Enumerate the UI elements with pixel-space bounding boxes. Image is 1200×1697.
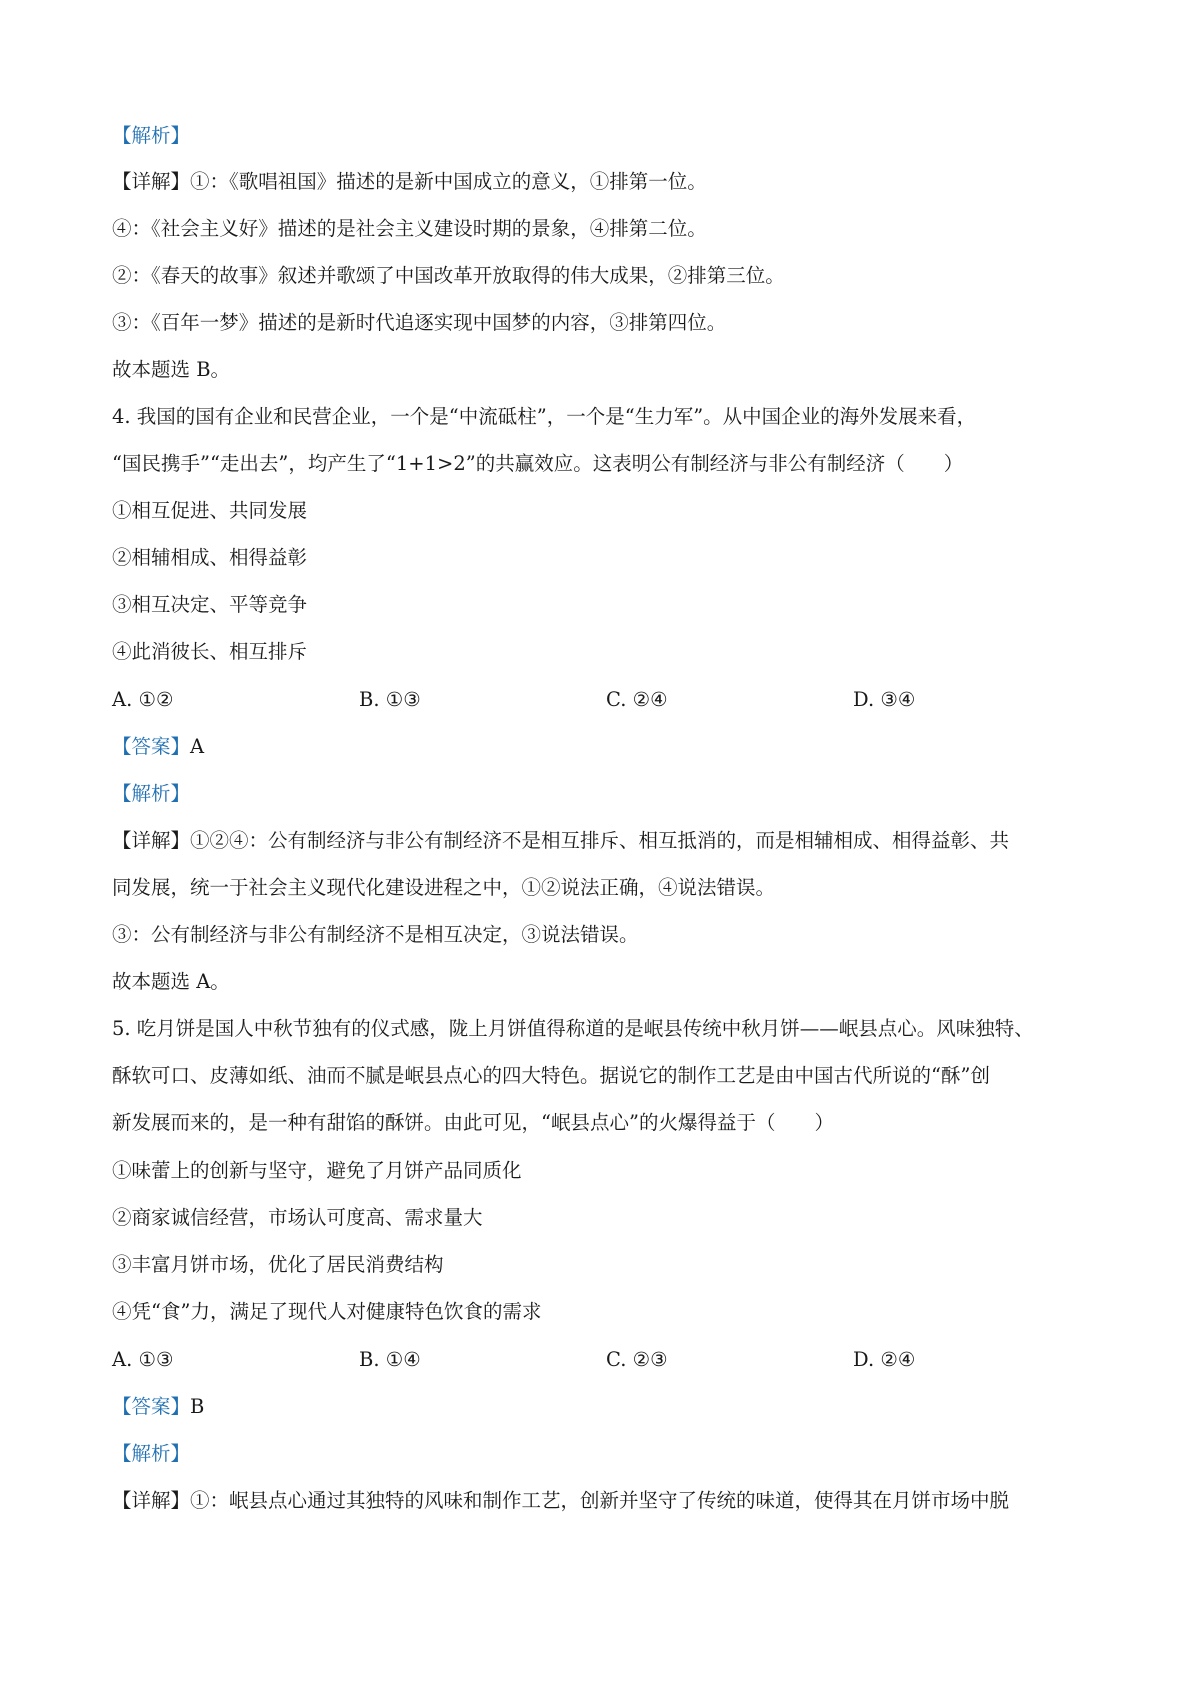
detail-tag: 【详解】 bbox=[112, 829, 191, 852]
option-a: A. ①③ bbox=[112, 1348, 174, 1371]
detail-line: ③：公有制经济与非公有制经济不是相互决定，③说法错误。 bbox=[112, 923, 639, 946]
statement-item: ①味蕾上的创新与坚守，避免了月饼产品同质化 bbox=[112, 1159, 522, 1182]
option-d: D. ③④ bbox=[853, 688, 916, 711]
detail-line: ②：《春天的故事》叙述并歌颂了中国改革开放取得的伟大成果，②排第三位。 bbox=[112, 264, 785, 287]
detail-line: 【详解】①②④：公有制经济与非公有制经济不是相互排斥、相互抵消的，而是相辅相成、相得益彰、共 bbox=[112, 829, 1010, 852]
option-a: A. ①② bbox=[112, 688, 174, 711]
option-d: D. ②④ bbox=[853, 1348, 916, 1371]
conclusion-line: 故本题选 A。 bbox=[112, 970, 230, 993]
statement-item: ②商家诚信经营，市场认可度高、需求量大 bbox=[112, 1206, 483, 1229]
question-stem: 新发展而来的，是一种有甜馅的酥饼。由此可见，“岷县点心”的火爆得益于（ ） bbox=[112, 1111, 834, 1134]
statement-item: ①相互促进、共同发展 bbox=[112, 499, 308, 522]
question-stem: 酥软可口、皮薄如纸、油而不腻是岷县点心的四大特色。据说它的制作工艺是由中国古代所说的“酥”创 bbox=[112, 1064, 990, 1087]
answer-tag: 【答案】 bbox=[112, 735, 191, 758]
answer-line bbox=[112, 1393, 1100, 1421]
answer-value: A bbox=[190, 735, 205, 758]
option-c: C. ②④ bbox=[606, 688, 668, 711]
answer-line bbox=[112, 733, 1100, 761]
answer-options bbox=[112, 686, 1100, 714]
option-b: B. ①③ bbox=[359, 688, 421, 711]
detail-tag: 【详解】 bbox=[112, 1489, 191, 1512]
analysis-tag: 【解析】 bbox=[112, 124, 191, 147]
detail-line: 同发展，统一于社会主义现代化建设进程之中，①②说法正确，④说法错误。 bbox=[112, 876, 776, 899]
answer-value: B bbox=[190, 1395, 205, 1418]
detail-line: 【详解】①：岷县点心通过其独特的风味和制作工艺，创新并坚守了传统的味道，使得其在月饼市场中脱 bbox=[112, 1489, 1010, 1512]
detail-tag: 【详解】 bbox=[112, 170, 191, 193]
statement-item: ③相互决定、平等竞争 bbox=[112, 593, 308, 616]
analysis-heading bbox=[112, 780, 1100, 808]
statement-item: ②相辅相成、相得益彰 bbox=[112, 546, 308, 569]
statement-item: ④凭“食”力，满足了现代人对健康特色饮食的需求 bbox=[112, 1300, 542, 1323]
question-stem: “国民携手”“走出去”，均产生了“1+1>2”的共赢效应。这表明公有制经济与非公有制经济（ ） bbox=[112, 452, 964, 475]
statement-item: ④此消彼长、相互排斥 bbox=[112, 640, 308, 663]
conclusion-line: 故本题选 B。 bbox=[112, 358, 231, 381]
answer-options bbox=[112, 1346, 1100, 1374]
analysis-heading bbox=[112, 122, 1100, 150]
option-b: B. ①④ bbox=[359, 1348, 421, 1371]
detail-line: 【详解】①：《歌唱祖国》描述的是新中国成立的意义，①排第一位。 bbox=[112, 170, 707, 193]
detail-line: ④：《社会主义好》描述的是社会主义建设时期的景象，④排第二位。 bbox=[112, 217, 707, 240]
detail-line: ③：《百年一梦》描述的是新时代追逐实现中国梦的内容，③排第四位。 bbox=[112, 311, 727, 334]
answer-tag: 【答案】 bbox=[112, 1395, 191, 1418]
analysis-tag: 【解析】 bbox=[112, 782, 191, 805]
option-c: C. ②③ bbox=[606, 1348, 668, 1371]
analysis-heading bbox=[112, 1440, 1100, 1468]
question-stem: 4. 我国的国有企业和民营企业，一个是“中流砥柱”，一个是“生力军”。从中国企业的海外发展来看， bbox=[112, 405, 977, 428]
question-stem: 5. 吃月饼是国人中秋节独有的仪式感，陇上月饼值得称道的是岷县传统中秋月饼——岷县点心。风味独特、 bbox=[112, 1017, 1034, 1040]
statement-item: ③丰富月饼市场，优化了居民消费结构 bbox=[112, 1253, 444, 1276]
analysis-tag: 【解析】 bbox=[112, 1442, 191, 1465]
